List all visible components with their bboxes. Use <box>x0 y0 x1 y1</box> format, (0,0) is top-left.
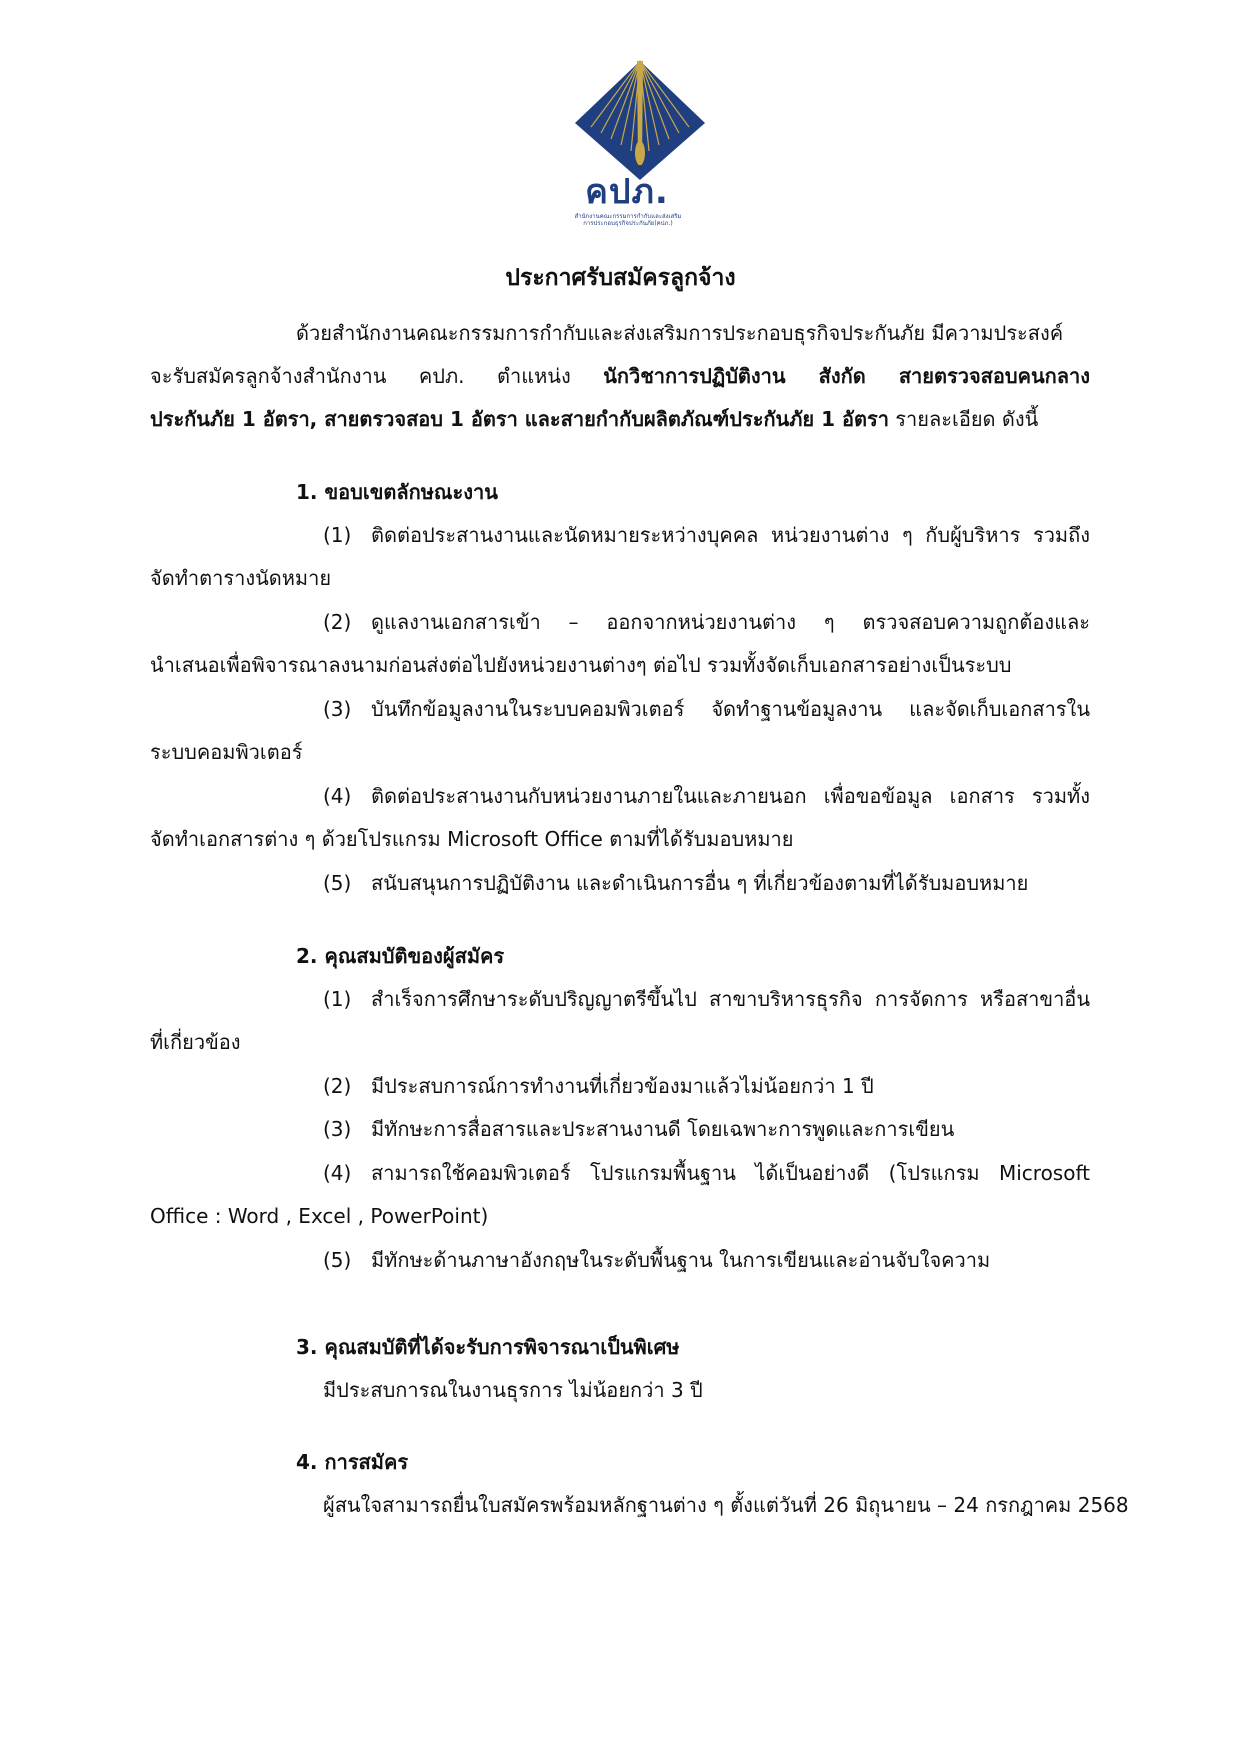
s2-item2-text: มีประสบการณ์การทำงานที่เกี่ยวข้องมาแล้วไม่น้อยกว่า 1 ปี <box>371 1074 874 1098</box>
s1-item2-line2: นำเสนอเพื่อพิจารณาลงนามก่อนส่งต่อไปยังหน่วยงานต่างๆ ต่อไป รวมทั้งจัดเก็บเอกสารอย่างเป็นระบบ <box>150 653 1012 677</box>
s2-item4-line2: Office : Word , Excel , PowerPoint) <box>150 1204 489 1228</box>
s2-item4-line1 <box>323 1158 1090 1188</box>
s1-item3-num: (3) <box>323 697 352 721</box>
section2-heading: 2. คุณสมบัติของผู้สมัคร <box>296 944 505 968</box>
s1-item1-line2: จัดทำตารางนัดหมาย <box>150 566 332 590</box>
s2-item2-line1 <box>323 1071 874 1101</box>
logo-subtitle-line2: การประกอบธุรกิจประกันภัย(คปภ.) <box>583 220 673 227</box>
s1-item2-num: (2) <box>323 610 352 634</box>
logo-wordmark: คปภ. <box>585 172 669 212</box>
s2-item3-text: มีทักษะการสื่อสารและประสานงานดี โดยเฉพาะการพูดและการเขียน <box>371 1117 955 1141</box>
logo-subtitle <box>558 213 698 227</box>
s1-item3-text: บันทึกข้อมูลงานในระบบคอมพิวเตอร์ จัดทำฐานข้อมูลงาน และจัดเก็บเอกสารใน <box>371 697 1090 721</box>
s1-item5-num: (5) <box>323 871 352 895</box>
s1-item4-num: (4) <box>323 784 352 808</box>
s1-item2-text: ดูแลงานเอกสารเข้า – ออกจากหน่วยงานต่าง ๆ ตรวจสอบความถูกต้องและ <box>371 610 1090 634</box>
s1-item4-line2: จัดทำเอกสารต่าง ๆ ด้วยโปรแกรม Microsoft Office ตามที่ได้รับมอบหมาย <box>150 827 794 851</box>
s2-item1-num: (1) <box>323 987 352 1011</box>
s2-item2-num: (2) <box>323 1074 352 1098</box>
s2-item4-num: (4) <box>323 1161 352 1185</box>
intro-position-bold: นักวิชาการปฏิบัติงาน สังกัด สายตรวจสอบคนกลาง <box>603 364 1091 388</box>
page-title: ประกาศรับสมัครลูกจ้าง <box>505 265 736 291</box>
s2-item1-line1 <box>323 984 1090 1014</box>
s1-item2-line1 <box>323 607 1090 637</box>
s2-item3-num: (3) <box>323 1117 352 1141</box>
intro-text-3: รายละเอียด ดังนี้ <box>888 407 1039 431</box>
s2-item3-line1 <box>323 1114 954 1144</box>
s1-item3-line1 <box>323 694 1090 724</box>
section4-heading: 4. การสมัคร <box>296 1450 409 1474</box>
s2-item5-num: (5) <box>323 1248 352 1272</box>
s2-item5-line1 <box>323 1245 990 1275</box>
s1-item5-line1 <box>323 868 1028 898</box>
intro-line2 <box>150 361 1090 391</box>
logo-subtitle-line1: สำนักงานคณะกรรมการกำกับและส่งเสริม <box>574 213 682 220</box>
s1-item4-line1 <box>323 781 1090 811</box>
s1-item1-num: (1) <box>323 523 352 547</box>
s2-item1-text: สำเร็จการศึกษาระดับปริญญาตรีขึ้นไป สาขาบริหารธุรกิจ การจัดการ หรือสาขาอื่น <box>371 987 1090 1011</box>
intro-line3 <box>150 404 1038 434</box>
intro-text-1: ด้วยสำนักงานคณะกรรมการกำกับและส่งเสริมการประกอบธุรกิจประกันภัย มีความประสงค์ <box>296 321 1064 345</box>
s1-item4-text: ติดต่อประสานงานกับหน่วยงานภายในและภายนอก เพื่อขอข้อมูล เอกสาร รวมทั้ง <box>371 784 1090 808</box>
intro-line1 <box>296 318 1090 348</box>
s1-item1-line1 <box>323 520 1090 550</box>
s1-item5-text: สนับสนุนการปฏิบัติงาน และดำเนินการอื่น ๆ ที่เกี่ยวข้องตามที่ได้รับมอบหมาย <box>371 871 1029 895</box>
s1-item3-line2: ระบบคอมพิวเตอร์ <box>150 740 303 764</box>
section1-heading: 1. ขอบเขตลักษณะงาน <box>296 480 498 504</box>
s2-item5-text: มีทักษะด้านภาษาอังกฤษในระดับพื้นฐาน ในการเขียนและอ่านจับใจความ <box>371 1248 991 1272</box>
intro-text-2: จะรับสมัครลูกจ้างสำนักงาน คปภ. ตำแหน่ง <box>150 364 604 388</box>
s1-item1-text: ติดต่อประสานงานและนัดหมายระหว่างบุคคล หน่วยงานต่าง ๆ กับผู้บริหาร รวมถึง <box>371 523 1090 547</box>
intro-units-bold: ประกันภัย 1 อัตรา, สายตรวจสอบ 1 อัตรา และสายกำกับผลิตภัณฑ์ประกันภัย 1 อัตรา <box>150 407 889 431</box>
section4-text: ผู้สนใจสามารถยื่นใบสมัครพร้อมหลักฐานต่าง ๆ ตั้งแต่วันที่ 26 มิถุนายน – 24 กรกฎาคม 2568 <box>323 1493 1129 1517</box>
s2-item1-line2: ที่เกี่ยวข้อง <box>150 1030 241 1054</box>
s2-item4-text: สามารถใช้คอมพิวเตอร์ โปรแกรมพื้นฐาน ได้เป็นอย่างดี (โปรแกรม Microsoft <box>371 1161 1090 1185</box>
diamond-emblem-icon <box>565 55 715 180</box>
section3-text: มีประสบการณในงานธุรการ ไม่น้อยกว่า 3 ปี <box>323 1378 703 1402</box>
section3-heading: 3. คุณสมบัติที่ได้จะรับการพิจารณาเป็นพิเศษ <box>296 1335 680 1359</box>
